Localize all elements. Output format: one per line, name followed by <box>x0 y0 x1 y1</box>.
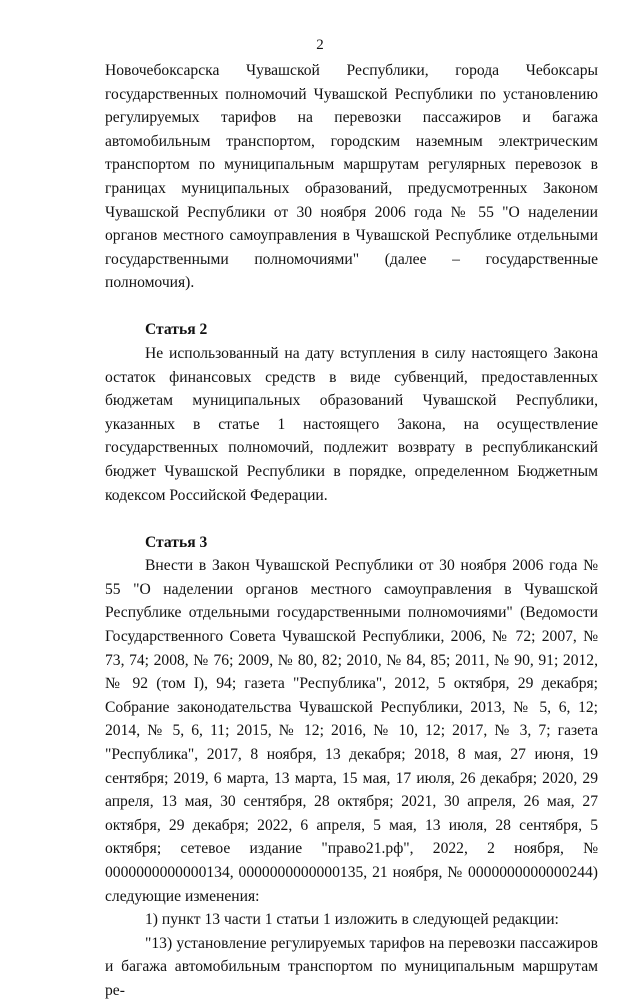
article-3-title: Статья 3 <box>145 533 208 551</box>
article-3-quote: "13) установление регулируемых тарифов на перевозки пассажиров и багажа автомобильным транспортом по муниципальным маршрутам ре- <box>105 934 598 999</box>
article-3-paragraph: Внести в Закон Чувашской Республики от 30 ноября 2006 года № 55 "О наделении органов местного самоуправления в Чувашской Республике отдельными государственными полномочиями" (Ведомости Государственного Совета Чувашской Республики, 2006, № 72; 2007, № 73, 74; 2008, № 76; 2009, № 80, 82; 2010, № 84, 85; 2011, № 90, 91; 2012, № 92 (том I), 94; газета "Республика", 2012, 5 октября, 29 декабря; Собрание законодательства Чувашской Республики, 2013, № 5, 6, 12; 2014, № 5, 6, 11; 2015, № 12; 2016, № 10, 12; 2017, № 3, 7; газета "Республика", 2017, 8 ноября, 13 декабря; 2018, 8 мая, 27 июня, 19 сентября; 2019, 6 марта, 13 марта, 15 мая, 17 июля, 26 декабря; 2020, 29 апреля, 13 мая, 30 сентября, 28 октября; 2021, 30 апреля, 26 мая, 27 октября, 29 декабря; 2022, 6 апреля, 5 мая, 13 июля, 28 сентября, 5 октября; сетевое издание "право21.рф", 2022, 2 ноября, № 0000000000000134, 0000000000000135, 21 ноября, № 0000000000000244) следующие изменения: <box>105 557 598 905</box>
document-body <box>105 59 598 1003</box>
intro-paragraph: Новочебоксарска Чувашской Республики, города Чебоксары государственных полномочий Чувашской Республики по установлению регулируемых тарифов на перевозки пассажиров и багажа автомобильным транспортом, городским наземным электрическим транспортом по муниципальным маршрутам регулярных перевозок в границах муниципальных образований, предусмотренных Законом Чувашской Республики от 30 ноября 2006 года № 55 "О наделении органов местного самоуправления в Чувашской Республике отдельными государственными полномочиями" (далее – государственные полномочия). <box>105 62 598 292</box>
article-2-title: Статья 2 <box>145 321 208 339</box>
page-number: 2 <box>316 37 324 53</box>
article-2-paragraph: Не использованный на дату вступления в силу настоящего Закона остаток финансовых средств в виде субвенций, предоставленных бюджетам муниципальных образований Чувашской Республики, указанных в статье 1 настоящего Закона, на осуществление государственных полномочий, подлежит возврату в республиканский бюджет Чувашской Республики в порядке, определенном Бюджетным кодексом Российской Федерации. <box>105 345 598 504</box>
spacer <box>105 295 598 319</box>
article-3-item-1: 1) пункт 13 части 1 статьи 1 изложить в следующей редакции: <box>145 911 559 929</box>
spacer <box>105 507 598 531</box>
